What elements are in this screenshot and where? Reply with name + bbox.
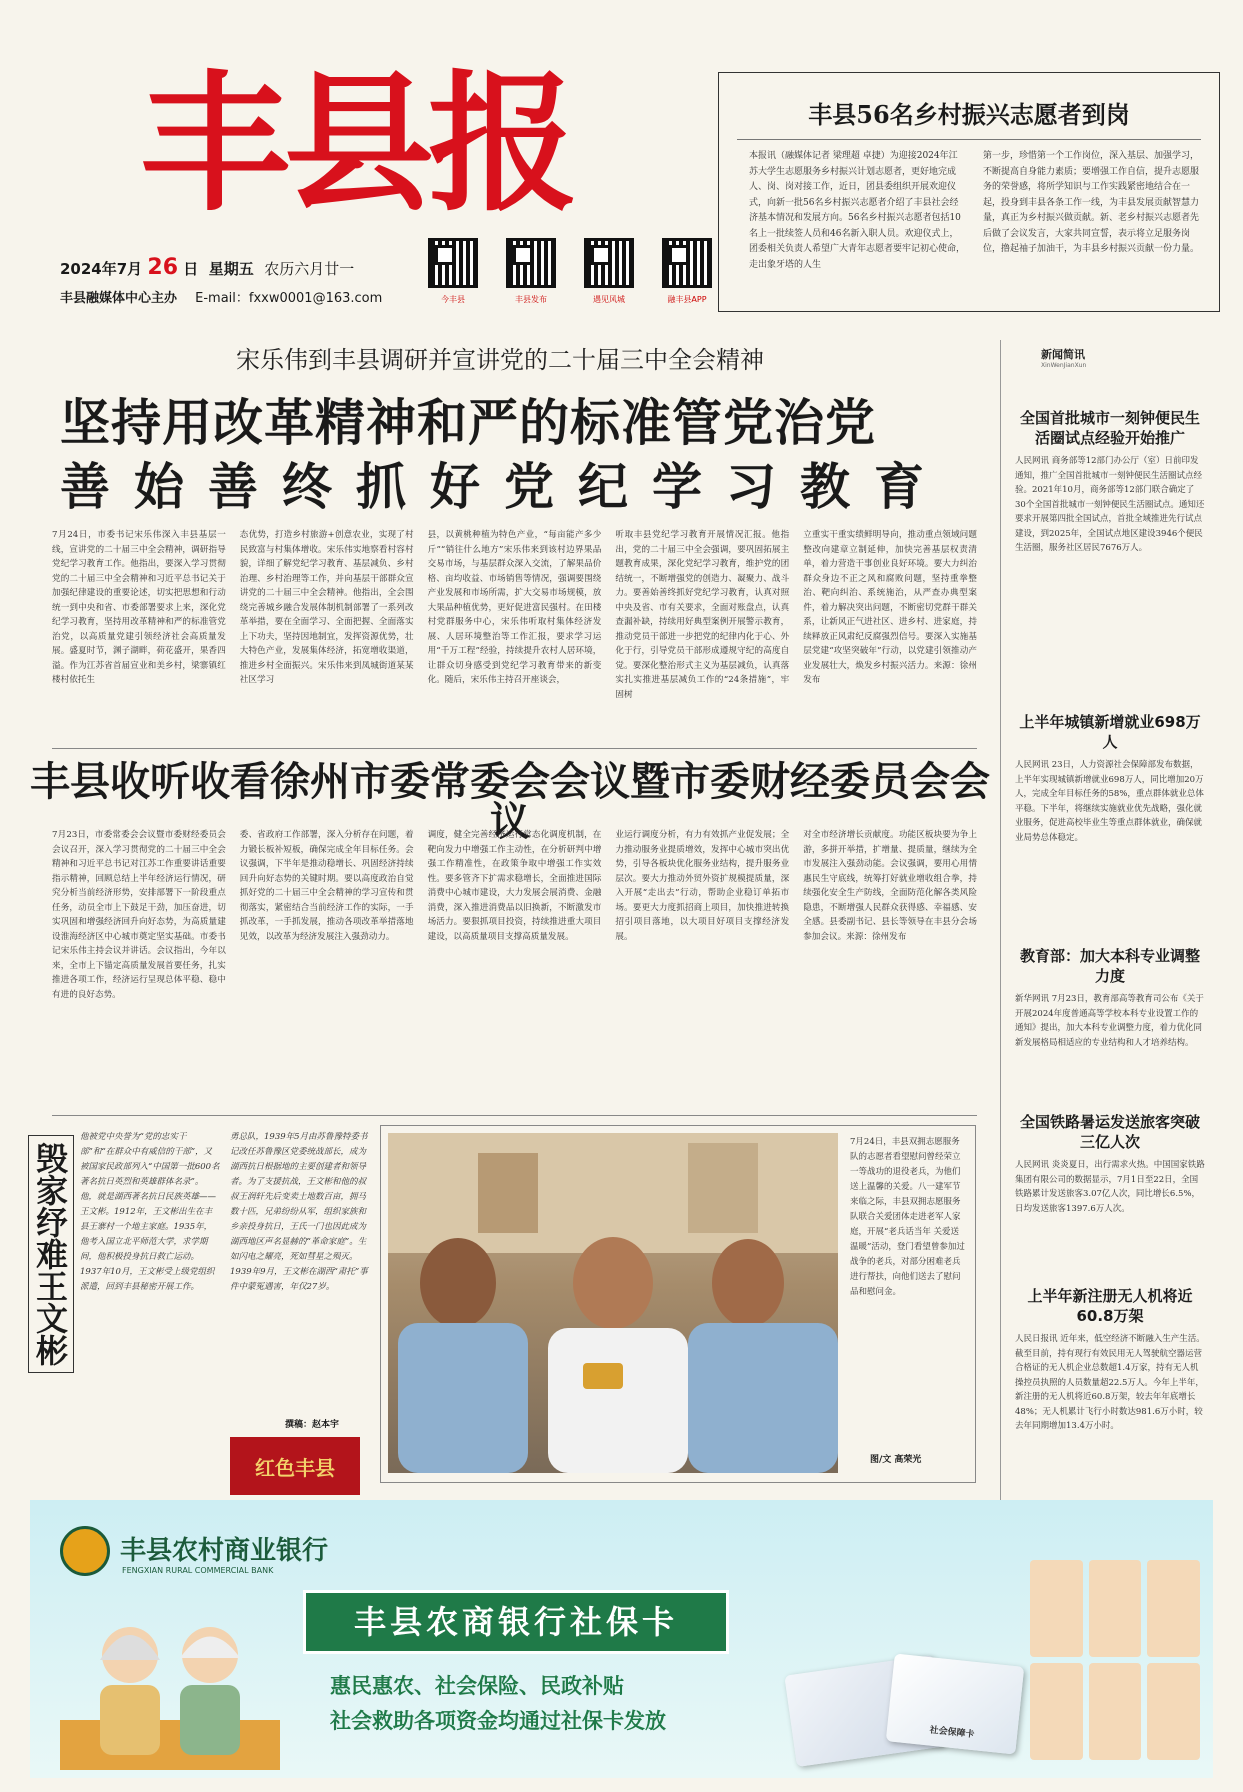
date-prefix: 2024年7月 (60, 260, 143, 278)
second-col: 委、省政府工作部署，深入分析存在问题，着力锻长板补短板，确保完成全年目标任务。会议强调，下半年是推动稳增长、巩固经济持续回升向好态势的关键时期。要以高度政治自觉抓好党的二十届三中全会精神的学习宣传和贯彻落实，紧密结合当前经济工作的实际，一手抓改革，一手抓发展，推动各项改革举措落地见效，以改革为经济发展注入强劲动力。 (239, 830, 414, 942)
qr-label: 今丰县 (441, 295, 465, 304)
lead-headline-1: 坚持用改革精神和严的标准管党治党 (60, 394, 876, 452)
family-photo-collage (1030, 1560, 1200, 1760)
ad-line-2: 社会救助各项资金均通过社保卡发放 (330, 1709, 666, 1733)
feature-col: 勇总队，1939年5月由苏鲁豫特委书记改任苏鲁豫区党委统战部长，成为湖西抗日根据地的主要创建者和领导者。为了支援抗战，王文彬和他的叔叔王润轩先后变卖土地数百亩，拥马数十匹，兄弟纷纷从军，组织家族和乡亲投身抗日，王氏一门也因此成为湖西地区声名显赫的“革命家庭”。生如闪电之耀亮，死如彗星之殒灭。1939年9月，王文彬在湖西“肃托”事件中蒙冤遇害，年仅27岁。 (230, 1132, 368, 1292)
card-label: 社会保障卡 (929, 1725, 975, 1741)
photo-caption: 7月24日，丰县双拥志愿服务队的志愿者看望慰问曾经荣立一等战功的退役老兵，为他们送上温馨的关爱。八一建军节来临之际，丰县双拥志愿服务队联合关爱团体走进老军人家庭，开展“老兵话当年 关爱送温暖”活动，登门看望曾参加过战争的老兵，对部分困难老兵进行帮扶，向他们送去了慰问品和慰问金。 (850, 1137, 965, 1297)
collage-tile (1089, 1560, 1142, 1657)
brief-title: 全国铁路暑运发送旅客突破三亿人次 (1019, 1113, 1200, 1151)
brief-title: 上半年城镇新增就业698万人 (1019, 713, 1201, 751)
lead-col: 态优势，打造乡村旅游+创意农业，实现了村民致富与村集体增收。宋乐伟实地察看村容村貌，详细了解党纪学习教育、基层减负、乡村治理、乡村治理等工作，并向基层干部群众宣讲党的二十届三中全会精神。他指出，全会围绕完善城乡融合发展体制机制部署了一系列改革举措，要在全面学习、全面把握、全面落实上下功夫，坚持因地制宜，发挥资源优势，壮大特色产业，发展集体经济，拓宽增收渠道，推进乡村全面振兴。宋乐伟来到凤城街道某某社区学习 (239, 530, 414, 685)
date-day-suffix: 日 (183, 260, 199, 278)
feature-author: 撰稿：赵本宇 (285, 1420, 340, 1430)
feature-title: 毁家纾难王文彬 (31, 1142, 69, 1366)
masthead-title: 丰县报 (140, 58, 573, 232)
second-col: 业运行调度分析，有力有效抓产业促发展；全力推动服务业提质增效，发挥中心城市突出优势，引导各板块优化服务业结构，提升服务业层次。要大力推动外贸外资扩规模提质量，深入开展“走出去”行动，帮助企业稳订单拓市场。要更大力度抓招商上项目，加快推进转换招引项目落地，以大项目好项目支撑经济发展。 (615, 830, 790, 942)
qr-code-icon[interactable] (506, 238, 556, 288)
lead-headline-2: 善始善终抓好党纪学习教育 (60, 458, 948, 516)
elderly-couple-illustration (60, 1600, 280, 1770)
collage-tile (1030, 1560, 1083, 1657)
divider (52, 1115, 977, 1116)
ad-title: 丰县农商银行社保卡 (303, 1590, 729, 1654)
brief-item (1015, 946, 1205, 1050)
brief-body: 人民网讯 23日，人力资源社会保障部发布数据，上半年实现城镇新增就业698万人，同比增加20万人，完成全年目标任务的58%，重点群体就业总体平稳。下半年，将继续实施就业优先战略，强化就业服务，促进高校毕业生等重点群体就业，确保就业局势总体稳定。 (1015, 760, 1204, 843)
brief-body: 人民网讯 商务部等12部门办公厅（室）日前印发通知，推广全国首批城市一刻钟便民生活圈试点经验。2021年10月，商务部等12部门联合确定了30个全国首批城市一刻钟便民生活圈试点。通知还要求开展第四批全国试点，首批全域推进先行试点建设，到2025年，全国试点地区建设3946个便民生活圈，服务社区居民7676万人。 (1015, 456, 1205, 553)
top-story-box (718, 72, 1220, 312)
qr-labels (428, 294, 712, 305)
sidebar-header-sub: XinWenJianXun (1041, 362, 1087, 369)
brief-item (1015, 408, 1205, 556)
second-col: 对全市经济增长贡献度。功能区板块要为争上游，多拼开举措，扩增量、提质量，继续为全市发展注入强劲动能。会议强调，要用心用情惠民生守底线，统筹打好就业增收组合拳，持续强化安全生产防线，全面防范化解各类风险隐患，不断增强人民群众获得感、幸福感、安全感。县委副书记、县长等领导在丰县分会场参加会议。来源：徐州发布 (803, 830, 977, 942)
second-col: 7月23日，市委常委会会议暨市委财经委员会会议召开，深入学习贯彻党的二十届三中全会精神和习近平总书记对江苏工作重要讲话重要指示精神，回顾总结上半年经济运行情况，研究分析当前经济形势，安排部署下一阶段重点任务，动员全市上下鼓足干劲，加压奋进，切实巩固和增强经济回升向好态势，为高质量建设淮海经济区中心城市奠定坚实基础。市委书记宋乐伟主持会议并讲话。会议指出，今年以来，全市上下锚定高质量发展首要任务，扎实推进各项工作，经济运行呈现总体平稳、稳中有进的良好态势。 (52, 830, 226, 1000)
brief-title: 教育部：加大本科专业调整力度 (1019, 947, 1200, 985)
brief-title: 上半年新注册无人机将近60.8万架 (1027, 1287, 1193, 1325)
sponsor-line (60, 287, 382, 306)
brief-body: 人民网讯 炎炎夏日，出行需求火热。中国国家铁路集团有限公司的数据显示，7月1日至22日，全国铁路累计发送旅客3.07亿人次，同比增长6.5%，日均发送旅客1397.6万人次。 (1015, 1160, 1205, 1214)
social-security-card-image (886, 1653, 1024, 1754)
photo-volunteers-visit-veteran (388, 1133, 838, 1473)
red-fengxian-stamp: 红色丰县 (230, 1437, 360, 1495)
collage-tile (1030, 1663, 1083, 1760)
brief-body: 新华网讯 7月23日，教育部高等教育司公布《关于开展2024年度普通高等学校本科专业设置工作的通知》提出，加大本科专业调整力度，着力优化同新发展格局相适应的专业结构和人才培养结构。 (1015, 994, 1204, 1048)
collage-tile (1089, 1663, 1142, 1760)
qr-label: 融丰县APP (667, 295, 707, 304)
bank-name: 丰县农村商业银行 (120, 1536, 329, 1566)
qr-codes (428, 238, 712, 288)
lead-kicker: 宋乐伟到丰县调研并宣讲党的二十届三中全会精神 (236, 346, 764, 374)
brief-title: 全国首批城市一刻钟便民生活圈试点经验开始推广 (1019, 409, 1200, 447)
sponsor: 丰县融媒体中心主办 (60, 291, 178, 306)
lead-col: 县，以黄桃种植为特色产业，“每亩能产多少斤”“销往什么地方”宋乐伟来到该村边界果品交易市场，与基层群众深入交流，了解果品价格、亩均收益、市场销售等情况，强调要围绕产业发展和市场所需，扩大交易市场规模，放大果品种植优势，更好促进富民强村。在田楼村党群服务中心，宋乐伟听取村集体经济发展、人居环境整治等工作汇报，要求学习运用“千万工程”经验，持续提升农村人居环境，让群众切身感受到党纪学习教育带来的新变化。随后，宋乐伟主持召开座谈会， (427, 530, 602, 685)
divider (737, 139, 1201, 140)
qr-code-icon[interactable] (584, 238, 634, 288)
email: E-mail：fxxw0001@163.com (195, 291, 383, 306)
lead-col: 7月24日，市委书记宋乐伟深入丰县基层一线，宣讲党的二十届三中全会精神，调研指导党纪学习教育工作。他指出，要深入学习贯彻党的二十届三中全会精神和习近平总书记关于加强纪律建设的重要论述，切实把思想和行动统一到中央和省、市委部署要求上来，深化党纪学习教育，坚持用改革精神和严的标准管党治党，以高质量党建引领经济社会高质量发展。盛夏时节，渊子湖畔，荷花盛开，果香四溢。作为江苏省首届宣业和美乡村，梁寨镇红楼村依托生 (52, 530, 226, 685)
lead-col: 立重实干重实绩鲜明导向，推动重点领域问题整改向建章立制延伸，加快完善基层权责清单，着力营造干事创业良好环境。要大力纠治群众身边不正之风和腐败问题，坚持重拳整治、靶向纠治、系统施治，从严查办典型案件，着力解决突出问题，不断密切党群干群关系，让新风正气进社区、进乡村、进家庭，持续释放正风肃纪反腐强烈信号。要深入实施基层党建“攻坚突破年”行动，以党建引领推动产业发展壮大，焕发乡村振兴活力。来源：徐州发布 (803, 530, 977, 685)
brief-item (1015, 1286, 1205, 1434)
qr-label: 遇见风城 (593, 295, 625, 304)
second-col: 调度，健全完善经济运行常态化调度机制，在靶向发力中增强工作主动性，在分析研判中增强工作精准性，在政策争取中增强工作实效性。要多管齐下扩需求稳增长，全面推进国际消费中心城市建设，大力发展会展消费、金融消费，深入推进消费品以旧换新，不断激发市场活力。要狠抓项目投资，持续推进重大项目建设，以高质量项目支撑高质量发展。 (427, 830, 602, 942)
dateline (60, 255, 354, 280)
feature-body (80, 1130, 370, 1295)
lead-body (52, 528, 977, 738)
qr-label: 丰县发布 (515, 295, 547, 304)
lunar-date: 农历六月廿一 (264, 260, 355, 278)
lead-col: 听取丰县党纪学习教育开展情况汇报。他指出，党的二十届三中全会强调，要巩固拓展主题教育成果，深化党纪学习教育，维护党的团结统一，不断增强党的创造力、凝聚力、战斗力。要善始善终抓好党纪学习教育，认真对照中央及省、市有关要求，全面对账盘点，认真查漏补缺，持续用好典型案例开展警示教育，推动党员干部进一步把党的纪律内化于心、外化于行，引导党员干部形成遵规守纪的高度自觉。要深化整治形式主义为基层减负，认真落实扎实推进基层减负工作的“24条措施”，牢固树 (615, 530, 790, 700)
bank-name-en: FENGXIAN RURAL COMMERCIAL BANK (122, 1566, 274, 1575)
sidebar-header (1041, 346, 1086, 369)
top-story-title: 丰县56名乡村振兴志愿者到岗 (808, 100, 1130, 129)
photo-illustration (388, 1133, 838, 1473)
top-story-col: 本报讯（融媒体记者 梁理超 卓捷）为迎接2024年江苏大学生志愿服务乡村振兴计划志愿者，更好地完成人、岗、岗对接工作，近日，团县委组织开展欢迎仪式，向新一批56名乡村振兴志愿者介绍了丰县社会经济基本情况和发展方向。56名乡村振兴志愿者包括10名上一批续签人员和46名新入职人员。欢迎仪式上，团委相关负责人希望广大青年志愿者要牢记初心使命，走出象牙塔的人生 (749, 151, 966, 270)
second-headline: 丰县收听收看徐州市委常委会会议暨市委财经委员会会议 (30, 759, 990, 845)
collage-tile (1147, 1663, 1200, 1760)
qr-code-icon[interactable] (662, 238, 712, 288)
brief-body: 人民日报讯 近年来，低空经济不断融入生产生活。截至目前，持有现行有效民用无人驾驶航空器运营合格证的无人机企业总数超1.4万家，持有无人机操控员执照的人员数量超22.5万人。今年上半年，新注册的无人机将近60.8万架，较去年年底增长48%；无人机累计飞行小时数达981.6万小时，较去年同期增加13.4万小时。 (1015, 1334, 1205, 1431)
news-briefs-sidebar (1000, 340, 1216, 1500)
collage-tile (1147, 1560, 1200, 1657)
divider (52, 748, 977, 749)
weekday: 星期五 (208, 260, 254, 278)
photo-credit: 图/文 高荣光 (870, 1455, 922, 1465)
qr-code-icon[interactable] (428, 238, 478, 288)
brief-item (1015, 712, 1205, 845)
bank-advertisement[interactable] (30, 1500, 1213, 1778)
bank-logo-icon (60, 1526, 110, 1576)
top-story-col: 第一步，珍惜第一个工作岗位，深入基层、加强学习，不断提高自身能力素质；要增强工作自信，提升志愿服务的荣誉感，将所学知识与工作实践紧密地结合在一起，投身到丰县各条工作一线，为丰县发展贡献智慧力量，真正为乡村振兴做贡献。新、老乡村振兴志愿者先后做了会议发言，大家共同宣誓，表示将立足服务岗位，撸起袖子加油干，为丰县乡村振兴贡献一份力量。 (983, 151, 1200, 254)
brief-item (1015, 1112, 1205, 1216)
feature-title-box (28, 1135, 74, 1373)
sidebar-header-title: 新闻简讯 (1041, 348, 1085, 361)
second-body (52, 828, 977, 1106)
ad-line-1: 惠民惠农、社会保险、民政补贴 (330, 1674, 624, 1698)
date-day: 26 (147, 255, 179, 280)
feature-col: 他被党中央誉为“党的忠实干部”和“在群众中有威信的干部”，又被国家民政部列入“中国第一批600名著名抗日英烈和英雄群体名录”。他，就是湖西著名抗日民族英雄——王文彬。1912年，王文彬出生在丰县王寨村一个地主家庭。1935年，他考入国立北平师范大学，求学期间，他积极投身抗日救亡运动。1937年10月，王文彬受上级党组织派遣，回到丰县秘密开展工作。 (80, 1132, 220, 1292)
